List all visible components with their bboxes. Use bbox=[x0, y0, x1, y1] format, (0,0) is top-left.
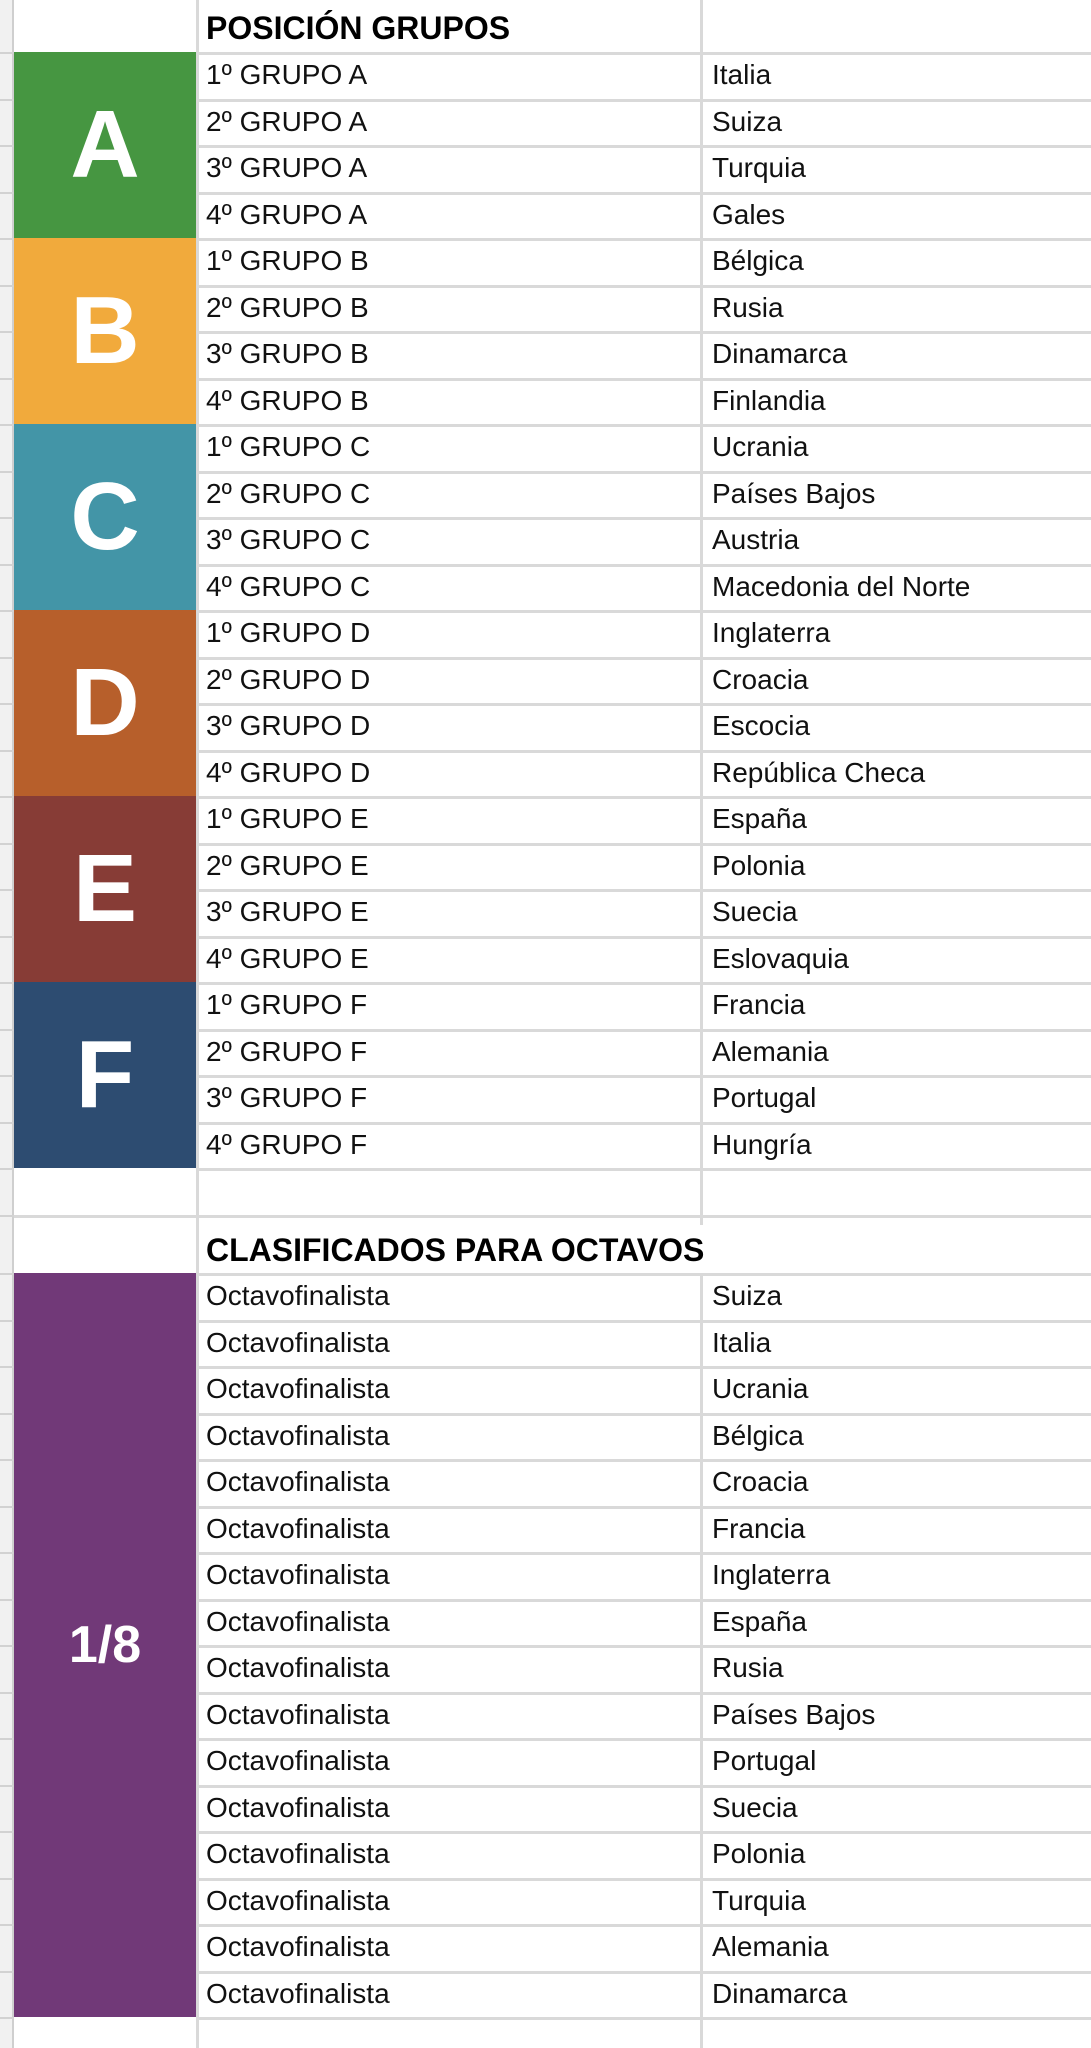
position-cell[interactable]: 4º GRUPO F bbox=[206, 1129, 368, 1160]
team-cell[interactable]: Hungría bbox=[712, 1129, 812, 1160]
row-gridline bbox=[196, 2017, 1091, 2020]
gutter-gridline bbox=[0, 1029, 14, 1031]
qualifier-label-cell[interactable]: Octavofinalista bbox=[206, 1606, 390, 1637]
gutter-gridline bbox=[0, 657, 14, 659]
group-band-c[interactable] bbox=[14, 424, 196, 610]
gutter-gridline bbox=[0, 285, 14, 287]
gutter-gridline bbox=[0, 1831, 14, 1833]
gutter-gridline bbox=[0, 1878, 14, 1880]
round-of-16-label: 1/8 bbox=[68, 1616, 142, 1674]
team-cell[interactable]: Escocia bbox=[712, 710, 811, 741]
position-cell[interactable]: 2º GRUPO E bbox=[206, 850, 369, 881]
position-cell[interactable]: 1º GRUPO F bbox=[206, 989, 368, 1020]
group-band-f[interactable] bbox=[14, 982, 196, 1168]
team-cell[interactable]: Rusia bbox=[712, 1652, 784, 1683]
qualifier-label-cell[interactable]: Octavofinalista bbox=[206, 1652, 390, 1683]
team-cell[interactable]: Finlandia bbox=[712, 385, 826, 416]
team-cell[interactable]: Dinamarca bbox=[712, 1978, 848, 2009]
team-cell[interactable]: Polonia bbox=[712, 850, 806, 881]
gutter-gridline bbox=[0, 843, 14, 845]
position-cell[interactable]: 1º GRUPO C bbox=[206, 431, 371, 462]
team-cell[interactable]: Bélgica bbox=[712, 245, 804, 276]
gutter-gridline bbox=[0, 99, 14, 101]
position-cell[interactable]: 4º GRUPO D bbox=[206, 757, 371, 788]
gutter-gridline bbox=[0, 936, 14, 938]
qualifier-label-cell[interactable]: Octavofinalista bbox=[206, 1885, 390, 1916]
gutter-gridline bbox=[0, 1320, 14, 1322]
qualifier-label-cell[interactable]: Octavofinalista bbox=[206, 1466, 390, 1497]
team-cell[interactable]: Suecia bbox=[712, 896, 798, 927]
gutter-gridline bbox=[0, 1122, 14, 1124]
position-cell[interactable]: 3º GRUPO E bbox=[206, 896, 369, 927]
team-cell[interactable]: Suecia bbox=[712, 1792, 798, 1823]
team-cell[interactable]: España bbox=[712, 1606, 807, 1637]
team-cell[interactable]: Inglaterra bbox=[712, 1559, 831, 1590]
group-letter: C bbox=[70, 463, 140, 570]
gutter-gridline bbox=[0, 238, 14, 240]
group-letter: A bbox=[70, 91, 140, 198]
position-cell[interactable]: 2º GRUPO A bbox=[206, 106, 368, 137]
gutter-gridline bbox=[0, 2017, 14, 2019]
gutter-gridline bbox=[0, 1599, 14, 1601]
team-cell[interactable]: Inglaterra bbox=[712, 617, 831, 648]
gutter-gridline bbox=[0, 192, 14, 194]
qualifier-label-cell[interactable]: Octavofinalista bbox=[206, 1699, 390, 1730]
team-cell[interactable]: Alemania bbox=[712, 1036, 829, 1067]
group-band-a[interactable] bbox=[14, 52, 196, 238]
group-band-e[interactable] bbox=[14, 796, 196, 982]
position-cell[interactable]: 3º GRUPO C bbox=[206, 524, 371, 555]
group-letter: D bbox=[70, 649, 140, 756]
position-cell[interactable]: 3º GRUPO A bbox=[206, 152, 368, 183]
gutter-gridline bbox=[0, 1366, 14, 1368]
position-cell[interactable]: 2º GRUPO C bbox=[206, 478, 371, 509]
position-cell[interactable]: 2º GRUPO F bbox=[206, 1036, 368, 1067]
qualifier-label-cell[interactable]: Octavofinalista bbox=[206, 1513, 390, 1544]
team-cell[interactable]: Gales bbox=[712, 199, 786, 230]
gutter-gridline bbox=[0, 703, 14, 705]
qualifier-label-cell[interactable]: Octavofinalista bbox=[206, 1978, 390, 2009]
team-cell[interactable]: Francia bbox=[712, 989, 806, 1020]
team-cell[interactable]: Suiza bbox=[712, 1280, 783, 1311]
gutter-gridline bbox=[0, 1552, 14, 1554]
qualifier-label-cell[interactable]: Octavofinalista bbox=[206, 1792, 390, 1823]
team-cell[interactable]: Turquia bbox=[712, 1885, 806, 1916]
gutter-gridline bbox=[0, 145, 14, 147]
gutter-gridline bbox=[0, 424, 14, 426]
column-gridline bbox=[196, 0, 199, 2048]
group-letter: F bbox=[75, 1021, 135, 1128]
gutter-gridline bbox=[0, 750, 14, 752]
gutter-gridline bbox=[0, 1506, 14, 1508]
position-cell[interactable]: 1º GRUPO B bbox=[206, 245, 369, 276]
qualifier-label-cell[interactable]: Octavofinalista bbox=[206, 1838, 390, 1869]
team-cell[interactable]: Austria bbox=[712, 524, 800, 555]
gutter-gridline bbox=[0, 796, 14, 798]
team-cell[interactable]: Bélgica bbox=[712, 1420, 804, 1451]
gutter-gridline bbox=[0, 1459, 14, 1461]
team-cell[interactable]: Italia bbox=[712, 59, 772, 90]
position-cell[interactable]: 1º GRUPO D bbox=[206, 617, 371, 648]
team-cell[interactable]: Portugal bbox=[712, 1745, 817, 1776]
qualifier-label-cell[interactable]: Octavofinalista bbox=[206, 1931, 390, 1962]
gutter-gridline bbox=[0, 1738, 14, 1740]
gutter-gridline bbox=[0, 982, 14, 984]
section-title-round-of-16[interactable]: CLASIFICADOS PARA OCTAVOS bbox=[206, 1232, 705, 1268]
row-header-gutter bbox=[0, 0, 14, 2048]
gutter-gridline bbox=[0, 889, 14, 891]
group-band-b[interactable] bbox=[14, 238, 196, 424]
gutter-gridline bbox=[0, 471, 14, 473]
qualifier-label-cell[interactable]: Octavofinalista bbox=[206, 1327, 390, 1358]
gutter-gridline bbox=[0, 1413, 14, 1415]
gutter-gridline bbox=[0, 1273, 14, 1275]
team-cell[interactable]: Macedonia del Norte bbox=[712, 571, 971, 602]
team-cell[interactable]: Alemania bbox=[712, 1931, 829, 1962]
column-gridline bbox=[700, 0, 703, 1225]
gutter-gridline bbox=[0, 1168, 14, 1170]
gutter-gridline bbox=[0, 52, 14, 54]
team-cell[interactable]: Croacia bbox=[712, 1466, 809, 1497]
team-cell[interactable]: Portugal bbox=[712, 1082, 817, 1113]
position-cell[interactable]: 2º GRUPO B bbox=[206, 292, 369, 323]
position-cell[interactable]: 4º GRUPO A bbox=[206, 199, 368, 230]
position-cell[interactable]: 1º GRUPO E bbox=[206, 803, 369, 834]
position-cell[interactable]: 1º GRUPO A bbox=[206, 59, 368, 90]
row-gridline bbox=[196, 1168, 1091, 1171]
team-cell[interactable]: Países Bajos bbox=[712, 478, 876, 509]
qualifier-label-cell[interactable]: Octavofinalista bbox=[206, 1420, 390, 1451]
gutter-gridline bbox=[0, 331, 14, 333]
team-cell[interactable]: Ucrania bbox=[712, 1373, 809, 1404]
gutter-gridline bbox=[0, 1075, 14, 1077]
team-cell[interactable]: Francia bbox=[712, 1513, 806, 1544]
gutter-gridline bbox=[0, 378, 14, 380]
team-cell[interactable]: Países Bajos bbox=[712, 1699, 876, 1730]
group-band-d[interactable] bbox=[14, 610, 196, 796]
position-cell[interactable]: 2º GRUPO D bbox=[206, 664, 371, 695]
position-cell[interactable]: 4º GRUPO B bbox=[206, 385, 369, 416]
team-cell[interactable]: España bbox=[712, 803, 807, 834]
team-cell[interactable]: Polonia bbox=[712, 1838, 806, 1869]
gutter-gridline bbox=[0, 517, 14, 519]
group-letter: B bbox=[70, 277, 140, 384]
gutter-gridline bbox=[0, 564, 14, 566]
section-title-group-positions[interactable]: POSICIÓN GRUPOS bbox=[206, 10, 511, 46]
qualifier-label-cell[interactable]: Octavofinalista bbox=[206, 1745, 390, 1776]
team-cell[interactable]: Ucrania bbox=[712, 431, 809, 462]
gutter-gridline bbox=[0, 1924, 14, 1926]
team-cell[interactable]: Italia bbox=[712, 1327, 772, 1358]
team-cell[interactable]: Eslovaquia bbox=[712, 943, 849, 974]
qualifier-label-cell[interactable]: Octavofinalista bbox=[206, 1280, 390, 1311]
gutter-gridline bbox=[0, 1645, 14, 1647]
position-cell[interactable]: 4º GRUPO E bbox=[206, 943, 369, 974]
team-cell[interactable]: Suiza bbox=[712, 106, 783, 137]
team-cell[interactable]: Dinamarca bbox=[712, 338, 848, 369]
row-gridline bbox=[14, 1215, 1091, 1218]
qualifier-label-cell[interactable]: Octavofinalista bbox=[206, 1373, 390, 1404]
position-cell[interactable]: 3º GRUPO F bbox=[206, 1082, 368, 1113]
team-cell[interactable]: Rusia bbox=[712, 292, 784, 323]
team-cell[interactable]: Turquia bbox=[712, 152, 806, 183]
position-cell[interactable]: 3º GRUPO B bbox=[206, 338, 369, 369]
column-gridline bbox=[700, 1273, 703, 2048]
team-cell[interactable]: Croacia bbox=[712, 664, 809, 695]
gutter-gridline bbox=[0, 1785, 14, 1787]
gutter-gridline bbox=[0, 1692, 14, 1694]
team-cell[interactable]: República Checa bbox=[712, 757, 926, 788]
gutter-gridline bbox=[0, 1215, 14, 1217]
round-of-16-band[interactable] bbox=[14, 1273, 196, 2017]
gutter-gridline bbox=[0, 610, 14, 612]
group-letter: E bbox=[72, 835, 138, 942]
position-cell[interactable]: 4º GRUPO C bbox=[206, 571, 371, 602]
position-cell[interactable]: 3º GRUPO D bbox=[206, 710, 371, 741]
qualifier-label-cell[interactable]: Octavofinalista bbox=[206, 1559, 390, 1590]
gutter-gridline bbox=[0, 1971, 14, 1973]
